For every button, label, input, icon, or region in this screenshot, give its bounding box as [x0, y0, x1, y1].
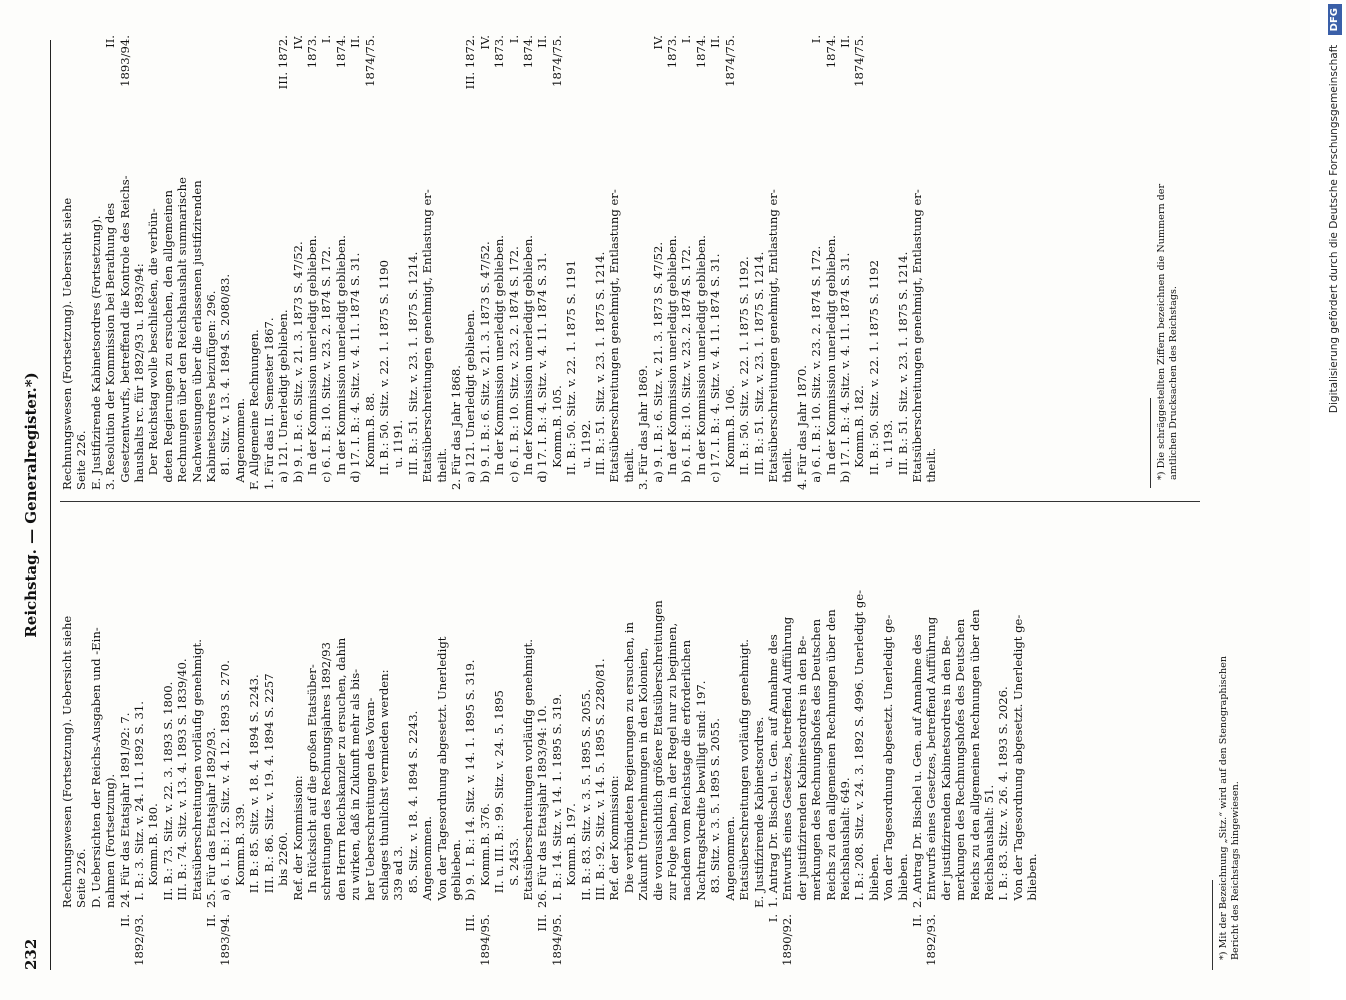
register-entry: [89, 510, 118, 970]
session-margin-label: II. 1874/75.: [708, 35, 737, 87]
register-entry: [795, 35, 809, 490]
entry-text: 26. Für das Etatsjahr 1893/94: 10. I. B.: 14. Sitz. v. 14. 1. 1895 S. 319. Komm.B. 197. II. B.: 83. Sitz. v. 3. 5. 1895 S. 2055. III. B.: 92. Sitz. v. 14. 5. 1895 S. 2280/81. Ref. der Kommission: Die verbündeten Regierungen zu ersuchen, in Zukunft Unternehmungen in den Kolonien, die voraussichtlich größere Etatsüberschreitungen zur Folge haben, in der Regel nur zu beginnen, nachdem vom Reichstage die erforderlichen Nachtragskredite bewilligt sind: 197. 83. Sitz. v. 3. 5. 1895 S. 2055. Angenommen. Etatsüberschreitungen vorläufig genehmigt.: [535, 600, 752, 908]
entry-text: a) 6. I. B.: 10. Sitz. v. 23. 2. 1874 S. 172. In der Kommission unerledigt geblieben.: [809, 235, 838, 483]
entry-text: a) 121. Unerledigt geblieben.: [276, 309, 291, 490]
header-rule: [50, 40, 51, 970]
entry-text: F. Allgemeine Rechnungen.: [247, 329, 262, 490]
session-margin-label: III. 1872.: [276, 35, 291, 90]
footnote-rule-right: [1150, 398, 1151, 488]
entry-text: 1. Antrag Dr. Bischel u. Gen. auf Annahme des Entwurfs eines Gesetzes, betreffend Aufführung der justifizirenden Kabinetsordres in den Be- merkungen des Rechnungshofes des Deutschen Reichs zu den allgemeinen Rechnungen über den Reichshaushalt: 649. I. B.: 208. Sitz. v. 24. 3. 1892 S. 4996. Unerledigt ge- blieben. Von der Tagesordnung abgesetzt. Unerledigt ge- blieben.: [765, 589, 910, 908]
session-margin-label: II. 1892/93.: [117, 914, 147, 966]
entry-text: a) 121. Unerledigt geblieben.: [463, 309, 478, 490]
register-entry: [276, 35, 290, 490]
session-margin-label: IV. 1873.: [650, 35, 680, 69]
session-margin-label: I. 1874.: [809, 35, 838, 69]
digitization-notice: [1326, 4, 1342, 996]
page-header: [22, 40, 48, 970]
session-margin-label: II. 1893/94.: [204, 914, 233, 966]
entry-text: a) 9. I. B.: 6. Sitz. v. 21. 3. 1873 S. 47/52. In der Kommission unerledigt geblieben.: [650, 235, 680, 483]
register-entry: [535, 510, 751, 970]
register-entry: [60, 35, 89, 490]
page-title: Reichstag. — Generalregister.*): [22, 372, 40, 638]
entry-text: E. Justifizirende Kabinetsordres (Fortsetzung).: [88, 215, 103, 490]
register-entry: [766, 510, 910, 970]
dfg-logo: DFG: [1328, 4, 1342, 35]
entry-text: 25. Für das Etatsjahr 1892/93. a) 6. I. B.: 12. Sitz. v. 4. 12. 1893 S. 270. Komm.B. 339. II. B.: 85. Sitz. v. 18. 4. 1894 S. 2243. III. B.: 86. Sitz. v. 19. 4. 1894 S. 2257 bis 2260. Ref. der Kommission: In Rücksicht auf die großen Etatsüber- schreitungen des Rechnungsjahres 1892/93 den Herrn Reichskanzler zu ersuchen, dahin zu wirken, daß in Zukunft mehr als bis- her Ueberschreitungen des Voran- schlages thunlichst vermieden werden: 339 ad 3. 85. Sitz. v. 18. 4. 1894 S. 2243. Angenommen. Von der Tagesordnung abgesetzt. Unerledigt geblieben.: [204, 636, 463, 908]
register-entry: [60, 510, 89, 970]
session-margin-label: I. 1874.: [506, 35, 535, 69]
register-entry: [636, 35, 650, 490]
entry-text: b) 9. I. B.: 6. Sitz. v. 21. 3. 1873 S. 47/52. In der Kommission unerledigt geblieben.: [290, 235, 319, 483]
session-margin-label: II. 1893/94.: [103, 35, 132, 87]
register-entry: [348, 35, 449, 490]
entry-text: c) 6. I. B.: 10. Sitz. v. 23. 2. 1874 S. 172. In der Kommission unerledigt geblieben.: [319, 235, 348, 483]
entry-text: Rechnungswesen (Fortsetzung). Uebersicht siehe Seite 226.: [60, 615, 89, 908]
register-entry: [463, 510, 535, 970]
register-entry: [809, 35, 838, 490]
session-margin-label: III. 1894/95.: [535, 914, 564, 966]
footnote-left: *) Mit der Bezeichnung „Sitz.“ wird auf den Stenographischen Bericht des Reichstags hingewiesen.: [1218, 655, 1241, 960]
register-entry: [247, 35, 261, 490]
entry-text: 4. Für das Jahr 1870.: [794, 365, 809, 490]
entry-text: b) 9. I. B.: 14. Sitz. v. 14. 1. 1895 S. 319. Komm.B. 376. II. u. III. B.: 99. Sitz. v. 24. 5. 1895 S. 2453. Etatsüberschreitungen vorläufig genehmigt.: [463, 639, 535, 901]
entry-text: 3. Für das Jahr 1869.: [636, 365, 651, 490]
register-entry: [910, 510, 1040, 970]
register-entry: [204, 510, 463, 970]
register-entry: [449, 35, 463, 490]
session-margin-label: II. 1874/75.: [535, 35, 564, 87]
entry-text: d) 17. I. B.: 4. Sitz. v. 4. 11. 1874 S. 31. Komm.B. 88. II. B.: 50. Sitz. v. 22. 1. 1875 S. 1190 u. 1191. III. B.: 51. Sitz. v. 23. 1. 1875 S. 1214. Etatsüberschreitungen genehmigt, Entlastung er- theilt.: [348, 189, 449, 483]
entry-text: Rechnungswesen (Fortsetzung). Uebersicht siehe Seite 226.: [60, 197, 89, 490]
register-entry: [679, 35, 708, 490]
register-entry: [507, 35, 536, 490]
register-entry: [708, 35, 794, 490]
register-entry: [838, 35, 939, 490]
session-margin-label: II. 1874/75.: [837, 35, 867, 87]
entry-text: 2. Antrag Dr. Bischel u. Gen. auf Annahme des Entwurfs eines Gesetzes, betreffend Aufführung der justifizirenden Kabinetsordres in den Be- merkungen des Rechnungshofes des Deutschen Reichs zu den allgemeinen Rechnungen über den Reichshaushalt: 51. I. B.: 83. Sitz. v. 26. 4. 1893 S. 2026. Von der Tagesordnung abgesetzt. Unerledigt ge- blieben.: [909, 609, 1040, 908]
session-margin-label: III. 1872.: [463, 35, 478, 90]
register-entry: [262, 35, 276, 490]
session-margin-label: IV. 1873.: [290, 35, 319, 69]
entry-text: b) 6. I. B.: 10. Sitz. v. 23. 2. 1874 S. 172. In der Kommission unerledigt geblieben.: [679, 235, 708, 483]
entry-text: b) 9. I. B.: 6. Sitz. v. 21. 3. 1873 S. 47/52. In der Kommission unerledigt geblieben.: [477, 235, 507, 483]
entry-text: E. Justifizirende Kabinetsordres.: [751, 716, 766, 908]
right-column: [60, 35, 1210, 490]
register-entry: [103, 35, 247, 490]
session-margin-label: IV. 1873.: [477, 35, 507, 69]
column-separator: [60, 501, 1200, 502]
entry-text: c) 17. I. B.: 4. Sitz. v. 4. 11. 1874 S. 31. Komm.B. 106. II. B.: 50. Sitz. v. 22. 1. 1875 S. 1192. III. B.: 51. Sitz. v. 23. 1. 1875 S. 1214. Etatsüberschreitungen genehmigt, Entlastung er- theilt.: [708, 189, 795, 483]
entry-text: d) 17. I. B.: 4. Sitz. v. 4. 11. 1874 S. 31. Komm.B. 105. II. B.: 50. Sitz. v. 22. 1. 1875 S. 1191 u. 1192. III. B.: 51. Sitz. v. 23. 1. 1875 S. 1214. Etatsüberschreitungen genehmigt, Entlastung er- theilt.: [535, 189, 636, 483]
session-margin-label: III. 1894/95.: [463, 914, 492, 966]
session-margin-label: I. 1874.: [679, 35, 708, 69]
entry-text: 24. Für das Etatsjahr 1891/92: 7. I. B.: 3. Sitz. v. 24. 11. 1892 S. 31. Komm.B. 180. II. B.: 73. Sitz. v. 22. 3. 1893 S. 1800. III. B.: 74. Sitz. v. 13. 4. 1893 S. 1839/40. Etatsüberschreitungen vorläufig genehmigt.: [117, 639, 204, 908]
register-entry: [752, 510, 766, 970]
entry-text: b) 17. I. B.: 4. Sitz. v. 4. 11. 1874 S. 31. Komm.B. 182. II. B.: 50. Sitz. v. 22. 1. 1875 S. 1192 u. 1193. III. B.: 51. Sitz. v. 23. 1. 1875 S. 1214. Etatsüberschreitungen genehmigt, Entlastung er- theilt.: [837, 189, 939, 483]
register-entry: [291, 35, 320, 490]
session-margin-label: I. 1890/92.: [765, 914, 795, 966]
entry-text: 2. Für das Jahr 1868.: [448, 365, 463, 490]
session-margin-label: I. 1874.: [319, 35, 348, 69]
register-entry: [463, 35, 477, 490]
register-entry: [319, 35, 348, 490]
register-entry: [478, 35, 507, 490]
register-entry: [651, 35, 680, 490]
register-entry: [535, 35, 636, 490]
register-entry: [89, 35, 103, 490]
entry-text: c) 6. I. B.: 10. Sitz. v. 23. 2. 1874 S. 172. In der Kommission unerledigt geblieben.: [506, 235, 535, 483]
session-margin-label: II. 1874/75.: [348, 35, 377, 87]
entry-text: D. Uebersichten der Reichs-Ausgaben und -Ein- nahmen (Fortsetzung).: [88, 627, 118, 908]
page-number: 232: [22, 938, 40, 970]
footnote-rule-left: [1212, 880, 1213, 970]
register-entry: [118, 510, 204, 970]
digitization-text: Digitalisierung gefördert durch die Deutsche Forschungsgemeinschaft: [1328, 44, 1340, 414]
session-margin-label: II. 1892/93.: [909, 914, 939, 966]
left-column: [60, 510, 1210, 970]
entry-text: 1. Für das II. Semester 1867.: [261, 317, 276, 490]
footnote-right: *) Die schräggestellten Ziffern bezeichnen die Nummern der amtlichen Drucksachen des Reichstags.: [1156, 183, 1179, 480]
entry-text: 3. Resolution der Kommission bei Berathung des Gesetzentwurfs, betreffend die Kontrole des Reichs- haushalts rc. für 1892/93 u. 1893/94: Der Reichstag wolle beschließen, die verbün- deten Regierungen zu ersuchen, den allgemeinen Rechnungen über den Reichshaushalt summarische Nachweisungen über die erlassenen justifizirenden Kabinetsordres beizufügen: 296. 81. Sitz. v. 13. 4. 1894 S. 2080/83. Angenommen.: [103, 175, 247, 490]
